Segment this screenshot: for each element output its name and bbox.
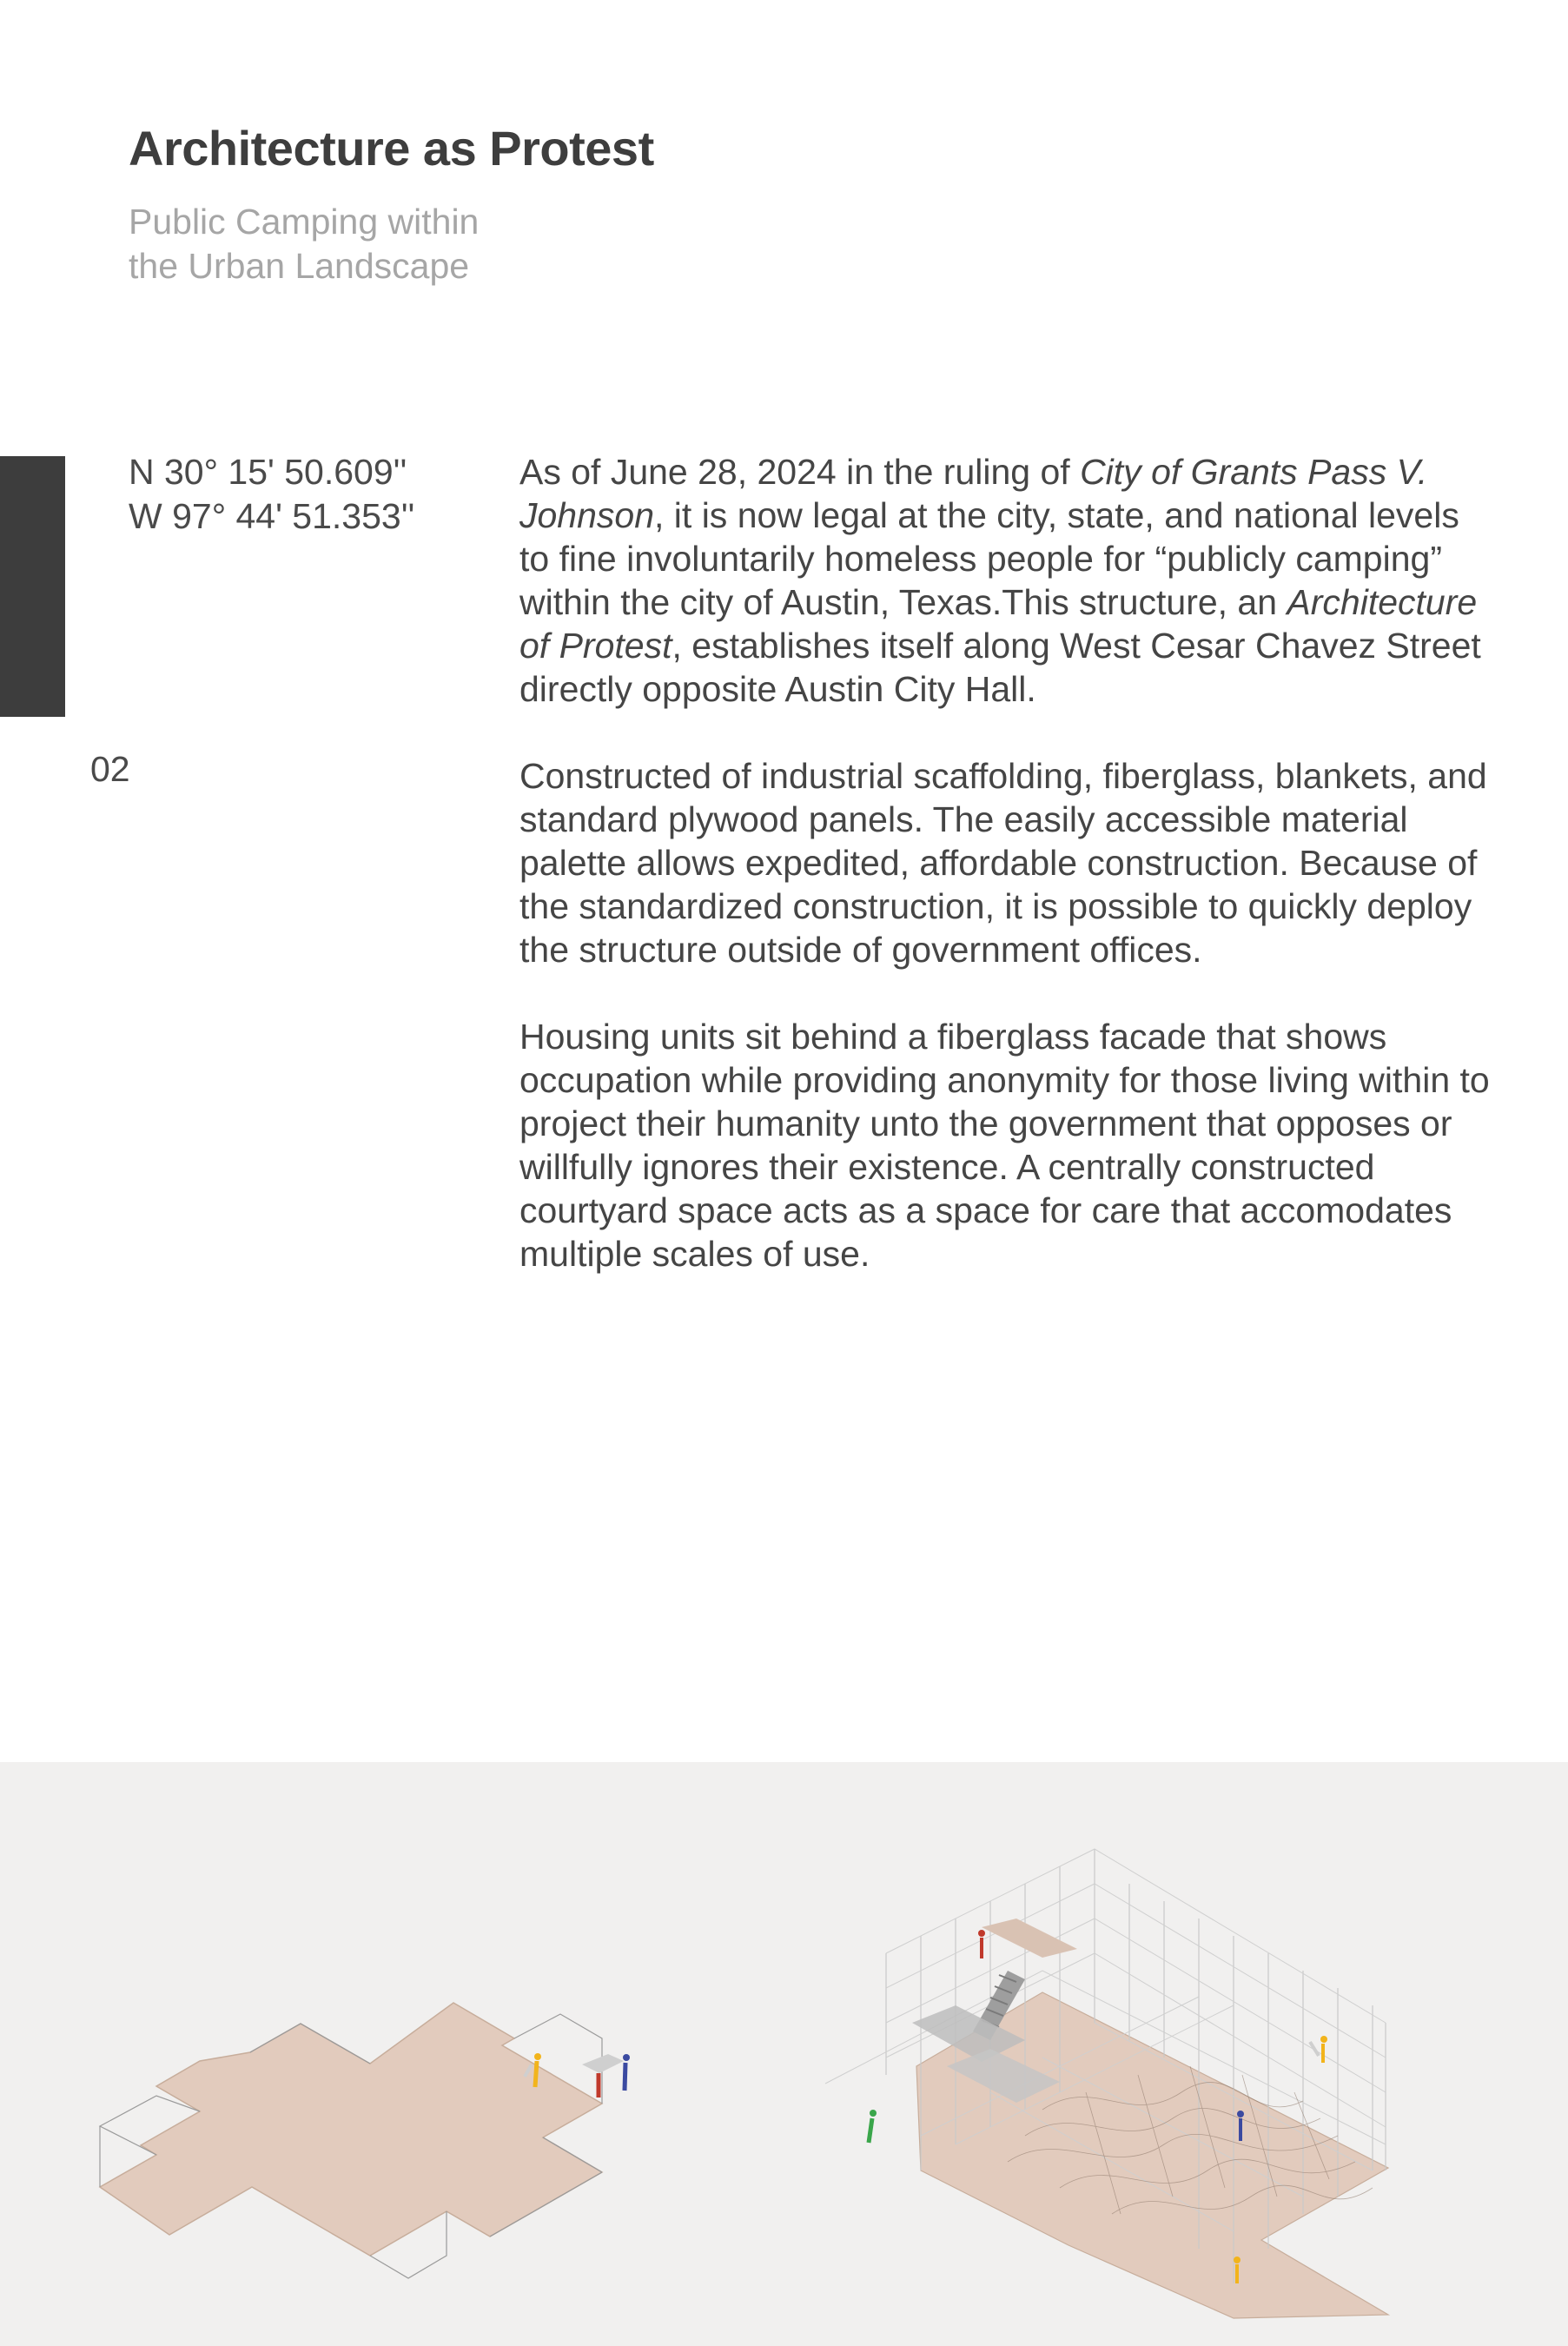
text-run: As of June 28, 2024 in the ruling of (519, 452, 1081, 492)
page-number: 02 (90, 749, 130, 789)
human-figure (869, 2110, 877, 2143)
plywood-deck (100, 2003, 602, 2256)
axonometric-drawings (0, 1762, 1568, 2346)
human-figure (1310, 2036, 1327, 2063)
subtitle-line: Public Camping within (129, 202, 480, 242)
paragraph-housing: Housing units sit behind a fiberglass facade that shows occupation while providing anonymity for those living within to project their humanity unto the government that opposes or willfully ignores their existence. A centrally constructed courtyard space acts as a space for care that accomodates multiple scales of use. (519, 1017, 1490, 1274)
text-run: , it is now legal at the city, state, and national levels to fine involuntarily homeless people for “publicly camping” within the city of Austin, Texas.This structure, an (519, 495, 1459, 622)
longitude: W 97° 44' 51.353'' (129, 496, 415, 536)
page-subtitle (129, 200, 650, 288)
axonometric-drawings-panel (0, 1762, 1568, 2346)
deck-plan-drawing (100, 2003, 630, 2278)
paragraph-ruling (519, 450, 1492, 711)
project-name: Architecture of Protest (519, 582, 1478, 666)
case-name: City of Grants Pass V. Johnson (519, 452, 1428, 535)
body-text (519, 450, 1492, 1319)
paragraph-construction: Constructed of industrial scaffolding, fiberglass, blankets, and standard plywood panels. The easily accessible material palette allows expedited, affordable construction. Because of the standardized construction, it is possible to quickly deploy the structure outside of government offices. (519, 756, 1487, 970)
subtitle-line: the Urban Landscape (129, 246, 470, 286)
bench-element (582, 2054, 624, 2073)
human-figure (978, 1930, 985, 1958)
side-tab-marker (0, 456, 65, 717)
scaffold-structure-drawing (825, 1849, 1388, 2318)
page-title: Architecture as Protest (129, 121, 654, 176)
latitude: N 30° 15' 50.609'' (129, 452, 407, 492)
text-run: , establishes itself along West Cesar Chavez Street directly opposite Austin City Hall. (519, 626, 1481, 709)
human-figure (623, 2054, 630, 2091)
site-coordinates (129, 450, 493, 539)
